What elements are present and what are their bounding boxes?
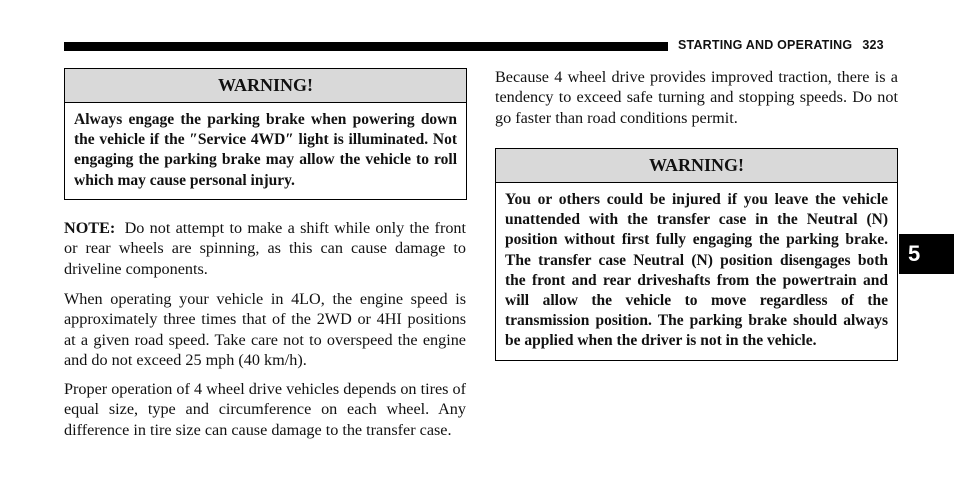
paragraph-traction: Because 4 wheel drive provides improved traction, there is a tendency to exceed safe turning and stopping speeds. Do not go faster than road conditions permit.	[495, 68, 898, 127]
warning-text: Always engage the parking brake when powering down the vehicle if the ″Service 4WD″ light is illuminated. Not engaging the parking brake may allow the vehicle to roll which may cause personal injury.	[74, 111, 457, 189]
warning-box-parking-brake	[64, 68, 467, 200]
note-text: Do not attempt to make a shift while only the front or rear wheels are spinning, as this can cause damage to driveline components.	[64, 219, 467, 278]
section-title: STARTING AND OPERATING	[678, 38, 853, 52]
chapter-tab: 5	[899, 234, 954, 274]
warning-box-transfer-case	[495, 148, 898, 361]
note-label: NOTE:	[64, 219, 116, 237]
page-number: 323	[862, 38, 884, 52]
running-header	[678, 38, 884, 52]
paragraph-tires: Proper operation of 4 wheel drive vehicles depends on tires of equal size, type and circumference on each wheel. Any difference in tire size can cause damage to the transfer case.	[64, 380, 466, 439]
paragraph-4lo: When operating your vehicle in 4LO, the engine speed is approximately three times that of the 2WD or 4HI positions at a given road speed. Take care not to overspeed the engine and do not exceed 25 mph (40 km/h).	[64, 290, 466, 369]
warning-title: WARNING!	[496, 149, 897, 183]
header-rule	[64, 42, 668, 51]
note-paragraph	[64, 218, 466, 279]
warning-title: WARNING!	[65, 69, 466, 103]
warning-text: You or others could be injured if you leave the vehicle unattended with the transfer case in the Neutral (N) position without first fully engaging the parking brake. The transfer case Neutral (N) position disengages both the front and rear driveshafts from the powertrain and will allow the vehicle to move regardless of the transmission position. The parking brake should always be applied when the driver is not in the vehicle.	[505, 191, 888, 350]
